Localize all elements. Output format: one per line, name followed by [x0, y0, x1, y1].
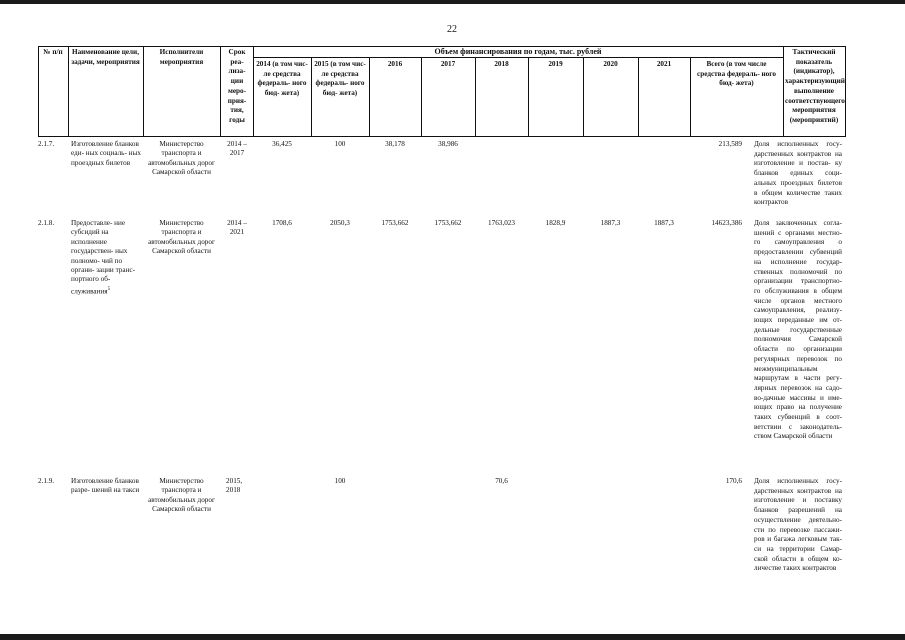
page-number: 22 — [447, 24, 457, 35]
row-term: 2015, 2018 — [226, 477, 243, 495]
financing-title: Объем финансирования по годам, тыс. рублей — [434, 47, 602, 56]
row-name — [71, 219, 142, 297]
header-2020: 2020 — [603, 60, 618, 68]
row-value-2019: 1828,9 — [545, 219, 566, 227]
row-executor: Министерство транспорта и автомобильных дорог Самарской области — [148, 477, 215, 514]
col-line — [690, 57, 691, 137]
col-line — [528, 57, 529, 137]
header-name: Наименование цели, задачи, мероприятия — [71, 48, 140, 66]
col-line — [845, 46, 846, 137]
row-value-2021: 1887,3 — [654, 219, 674, 227]
header-2019: 2019 — [548, 60, 563, 68]
row-value-2014: 36,425 — [272, 140, 292, 148]
row-value-2017: 1753,662 — [434, 219, 462, 227]
row-value-2015: 2050,3 — [330, 219, 350, 227]
row-num: 2.1.9. — [38, 477, 55, 485]
row-indicator: Доля исполненных госу- дарственных контрактов на изготовление и поставку бланков разрешений на осуществление деятельно- сти по перевозке пассажи- ров и багажа легковым так- си на территории Самар- ской области в общем ко- личестве таких контрактов — [754, 477, 842, 573]
header-2014: 2014 (в том чис- ле средства федераль- ного бюд- жета) — [256, 60, 308, 98]
row-num: 2.1.7. — [38, 140, 55, 148]
top-border — [0, 0, 905, 4]
row-value-total: 213,589 — [718, 140, 742, 148]
header-2015: 2015 (в том чис- ле средства федераль- ного бюд- жета) — [314, 60, 366, 98]
header-executor: Исполнители мероприятия — [159, 48, 204, 66]
header-2021: 2021 — [656, 60, 672, 68]
header-2016: 2016 — [387, 60, 403, 68]
row-executor: Министерство транспорта и автомобильных дорог Самарской области — [148, 219, 215, 256]
col-line — [638, 57, 639, 137]
row-num: 2.1.8. — [38, 219, 55, 227]
col-line — [311, 57, 312, 137]
row-indicator: Доля исполненных госу- дарственных контрактов на изготовление и постав- ку бланков единых соци- альных проездных билетов в общем количестве таких контрактов — [754, 140, 842, 207]
row-term: 2014 – 2021 — [227, 219, 247, 237]
col-line — [583, 57, 584, 137]
row-value-total: 170,6 — [725, 477, 742, 485]
row-value-2018: 70,6 — [495, 477, 508, 485]
footnote-marker: 5 — [107, 286, 111, 292]
header-term: Срок реа- лиза- ции меро- прия- тия, годы — [227, 48, 247, 124]
col-line — [220, 46, 221, 137]
col-line — [475, 57, 476, 137]
col-line — [143, 46, 144, 137]
col-line — [253, 46, 254, 137]
header-num: № п/п — [43, 48, 63, 56]
bottom-border — [0, 634, 905, 640]
row-value-total: 14623,386 — [711, 219, 742, 227]
header-indicator: Тактический показатель (индикатор), характеризующий выполнение соответствующего мероприятия (мероприятий) — [785, 48, 845, 124]
col-line — [38, 46, 39, 137]
row-value-2014: 1708,6 — [272, 219, 292, 227]
row-name-text: Предоставле- ние субсидий на исполнение государствен- ных полномо- чий по органи- зации транс- портного об- служивания — [71, 219, 136, 296]
row-value-2016: 1753,662 — [381, 219, 409, 227]
col-line — [421, 57, 422, 137]
table-header-bottom-rule — [38, 136, 845, 137]
row-value-2016: 38,178 — [385, 140, 405, 148]
row-value-2017: 38,986 — [438, 140, 458, 148]
header-total: Всего (в том числе средства федераль- ного бюд- жета) — [697, 60, 776, 88]
row-indicator: Доля заключенных согла- шений с органами местно- го самоуправления о предоставлении субвенций на исполнение государ- ственных полномочий по организации транспортно- го обслуживания в общем числе органов местного самоуправления, реализу- ющих переданные им от- дельные государственные полномочия Самарской области по организации регулярных перевозок по межмуниципальным маршрутам в части регу- лярных перевозок на садо- во-дачные массивы и име- ющих право на получение таких субвенций в соот- ветствии с законодатель- ством Самарской области — [754, 219, 842, 441]
header-2017: 2017 — [440, 60, 456, 68]
row-value-2015: 100 — [334, 140, 346, 148]
row-value-2018: 1763,023 — [488, 219, 515, 227]
row-name: Изготовление бланков разре- шений на такси — [71, 477, 140, 495]
col-line — [783, 46, 784, 137]
financing-subheader-rule — [253, 57, 783, 58]
row-value-2015: 100 — [334, 477, 346, 485]
row-executor: Министерство транспорта и автомобильных дорог Самарской области — [148, 140, 215, 177]
row-term: 2014 – 2017 — [227, 140, 247, 158]
header-2018: 2018 — [494, 60, 509, 68]
col-line — [369, 57, 370, 137]
row-name: Изготовление бланков еди- ных социаль- ных проездных билетов — [71, 140, 141, 167]
col-line — [68, 46, 69, 137]
row-value-2020: 1887,3 — [600, 219, 621, 227]
